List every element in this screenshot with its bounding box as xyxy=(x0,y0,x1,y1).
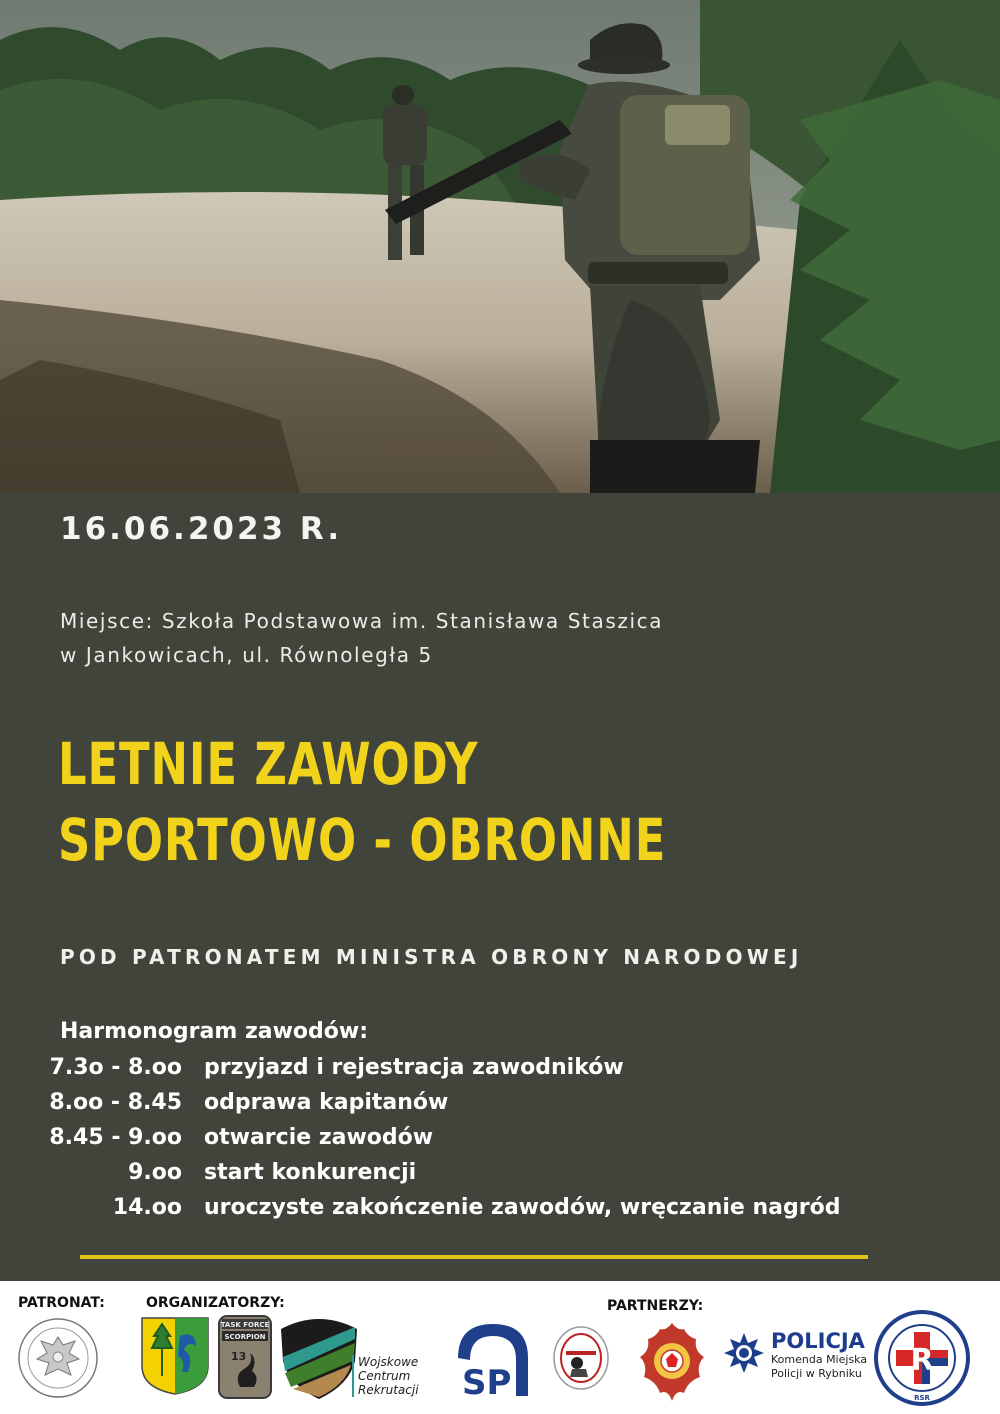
schedule-activity: przyjazd i rejestracja zawodników xyxy=(204,1055,624,1080)
event-title xyxy=(58,726,666,878)
wcr-text xyxy=(352,1355,419,1397)
title-line-2: SPORTOWO - OBRONNE xyxy=(58,806,667,874)
schedule-activity: uroczyste zakończenie zawodów, wręczanie nagród xyxy=(204,1195,841,1220)
police-line-2: Policji w Rybniku xyxy=(771,1367,862,1380)
schedule-time: 7.3o - 8.oo xyxy=(49,1055,182,1080)
sp-logo-text: SP xyxy=(462,1363,512,1400)
event-date: 16.06.2023 R. xyxy=(60,511,343,547)
rsr-rescue-logo xyxy=(874,1310,970,1406)
patronage-text: POD PATRONATEM MINISTRA OBRONY NARODOWEJ xyxy=(60,945,803,969)
place-line-1: Miejsce: Szkoła Podstawowa im. Stanisława Staszica xyxy=(60,609,664,633)
place-line-2: w Jankowicach, ul. Równoległa 5 xyxy=(60,643,433,667)
wcr-line-3: Rekrutacji xyxy=(358,1383,419,1397)
task-force-number: 13 xyxy=(231,1350,247,1363)
task-force-scorpion-logo xyxy=(218,1315,272,1399)
schedule-heading: Harmonogram zawodów: xyxy=(60,1019,369,1044)
wcr-shield-logo xyxy=(279,1315,359,1401)
organizers-label: ORGANIZATORZY: xyxy=(146,1295,285,1311)
rsr-letter: R xyxy=(910,1343,934,1378)
schedule-time: 8.45 - 9.oo xyxy=(49,1125,182,1150)
title-line-1: LETNIE ZAWODY xyxy=(58,730,479,798)
schedule-time: 9.oo xyxy=(128,1160,182,1185)
shooting-club-logo xyxy=(552,1325,610,1391)
soldiers-photo xyxy=(0,0,1000,493)
mon-seal-logo xyxy=(17,1317,99,1399)
task-force-text: TASK FORCE xyxy=(220,1321,270,1329)
schedule-row xyxy=(0,1125,1000,1159)
wcr-line-2: Centrum xyxy=(358,1369,411,1383)
schedule-row xyxy=(0,1195,1000,1229)
police-line-1: Komenda Miejska xyxy=(771,1353,868,1366)
scorpion-text: SCORPION xyxy=(224,1333,266,1341)
schedule-row xyxy=(0,1090,1000,1124)
schedule-row xyxy=(0,1055,1000,1089)
info-panel xyxy=(0,493,1000,1281)
partners-label: PARTNERZY: xyxy=(607,1298,704,1314)
schedule-activity: start konkurencji xyxy=(204,1160,417,1185)
schedule-row xyxy=(0,1160,1000,1194)
patronat-label: PATRONAT: xyxy=(18,1295,105,1311)
schedule-activity: otwarcie zawodów xyxy=(204,1125,434,1150)
police-star-icon xyxy=(722,1331,766,1375)
yellow-divider xyxy=(80,1255,868,1259)
schedule-time: 14.oo xyxy=(112,1195,182,1220)
rsr-abbr: RSR xyxy=(914,1394,930,1402)
sp-school-logo xyxy=(454,1320,532,1400)
event-place xyxy=(60,604,663,672)
gmina-coat-of-arms-logo xyxy=(140,1316,210,1396)
police-name: POLICJA xyxy=(771,1329,865,1353)
logo-strip xyxy=(0,1281,1000,1414)
schedule-activity: odprawa kapitanów xyxy=(204,1090,449,1115)
fire-service-logo xyxy=(638,1321,706,1403)
police-text xyxy=(771,1329,867,1381)
wcr-line-1: Wojskowe xyxy=(358,1355,419,1369)
schedule-time: 8.oo - 8.45 xyxy=(49,1090,182,1115)
hero-photo xyxy=(0,0,1000,493)
